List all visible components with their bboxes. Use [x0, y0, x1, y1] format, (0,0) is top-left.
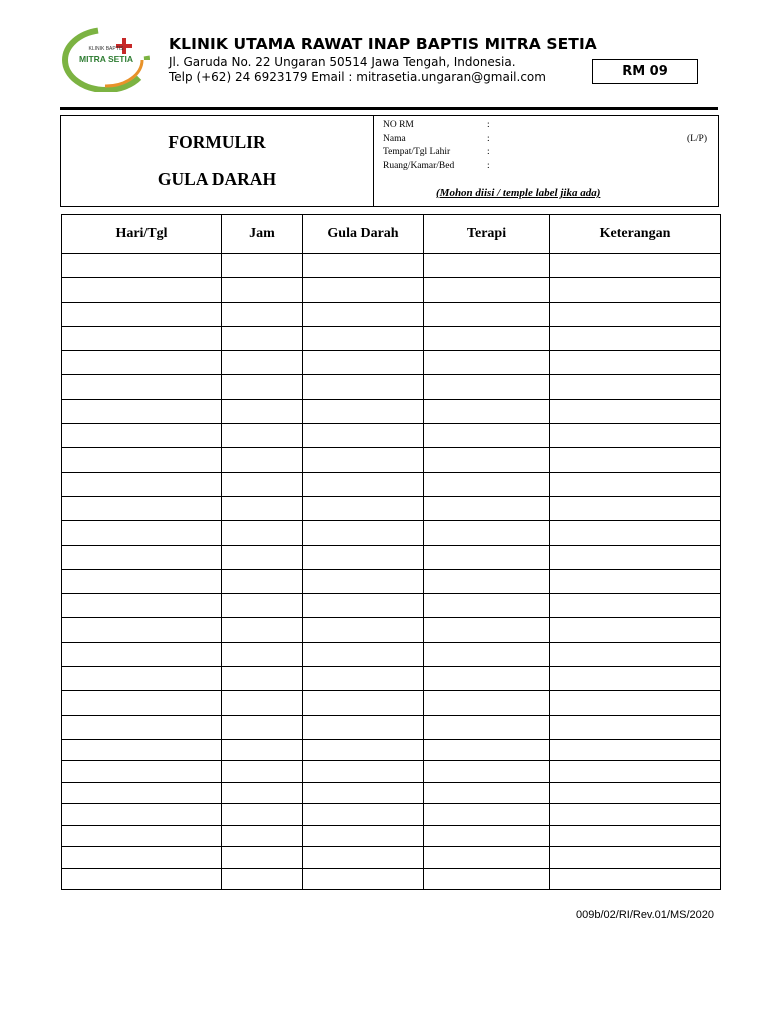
table-cell[interactable] — [222, 375, 303, 399]
table-cell[interactable] — [550, 569, 721, 593]
table-cell[interactable] — [62, 448, 222, 472]
table-cell[interactable] — [222, 847, 303, 869]
table-cell[interactable] — [550, 825, 721, 847]
table-cell[interactable] — [303, 424, 424, 448]
table-cell[interactable] — [62, 521, 222, 545]
table-cell[interactable] — [424, 618, 550, 642]
table-row — [62, 691, 721, 715]
table-cell[interactable] — [550, 254, 721, 278]
table-cell[interactable] — [222, 521, 303, 545]
table-cell[interactable] — [550, 761, 721, 783]
table-cell[interactable] — [62, 254, 222, 278]
table-cell[interactable] — [222, 782, 303, 804]
table-cell[interactable] — [303, 761, 424, 783]
table-cell[interactable] — [62, 594, 222, 618]
table-row — [62, 399, 721, 423]
table-cell[interactable] — [62, 278, 222, 302]
table-cell[interactable] — [62, 868, 222, 890]
field-label: Tempat/Tgl Lahir — [383, 147, 451, 157]
table-row — [62, 569, 721, 593]
table-cell[interactable] — [222, 868, 303, 890]
table-row — [62, 618, 721, 642]
table-cell[interactable] — [550, 594, 721, 618]
field-nama[interactable] — [381, 133, 711, 147]
table-cell[interactable] — [303, 521, 424, 545]
table-row — [62, 667, 721, 691]
table-cell[interactable] — [62, 375, 222, 399]
table-cell[interactable] — [424, 691, 550, 715]
table-row — [62, 594, 721, 618]
table-cell[interactable] — [222, 545, 303, 569]
table-row — [62, 642, 721, 666]
table-header-row — [62, 215, 721, 254]
table-cell[interactable] — [222, 351, 303, 375]
column-header-gula-darah: Gula Darah — [303, 215, 424, 254]
table-cell[interactable] — [62, 545, 222, 569]
table-cell[interactable] — [550, 521, 721, 545]
table-cell[interactable] — [303, 825, 424, 847]
table-cell[interactable] — [424, 496, 550, 520]
table-cell[interactable] — [424, 761, 550, 783]
table-row — [62, 254, 721, 278]
table-cell[interactable] — [303, 715, 424, 739]
table-row — [62, 448, 721, 472]
table-cell[interactable] — [303, 302, 424, 326]
table-cell[interactable] — [424, 804, 550, 826]
table-cell[interactable] — [424, 399, 550, 423]
table-cell[interactable] — [62, 761, 222, 783]
table-cell[interactable] — [62, 691, 222, 715]
table-cell[interactable] — [222, 448, 303, 472]
table-row — [62, 545, 721, 569]
table-cell[interactable] — [424, 351, 550, 375]
table-row — [62, 375, 721, 399]
table-cell[interactable] — [222, 254, 303, 278]
table-row — [62, 326, 721, 350]
table-cell[interactable] — [62, 472, 222, 496]
table-cell[interactable] — [222, 618, 303, 642]
field-label: Nama — [383, 133, 406, 144]
table-cell[interactable] — [424, 715, 550, 739]
clinic-logo — [62, 26, 150, 92]
table-cell[interactable] — [62, 351, 222, 375]
table-cell[interactable] — [550, 496, 721, 520]
table-row — [62, 278, 721, 302]
field-colon: : — [487, 120, 490, 130]
table-cell[interactable] — [62, 618, 222, 642]
clinic-contact: Telp (+62) 24 6923179 Email : mitrasetia.ungaran@gmail.com — [169, 70, 546, 84]
table-row — [62, 521, 721, 545]
table-cell[interactable] — [62, 667, 222, 691]
clinic-contact-block — [169, 55, 546, 85]
table-cell[interactable] — [303, 691, 424, 715]
table-cell[interactable] — [222, 326, 303, 350]
table-cell[interactable] — [424, 642, 550, 666]
table-cell[interactable] — [550, 667, 721, 691]
form-title-panel — [61, 116, 374, 206]
table-cell[interactable] — [62, 424, 222, 448]
table-cell[interactable] — [424, 254, 550, 278]
field-label: NO RM — [383, 120, 414, 130]
table-cell[interactable] — [303, 399, 424, 423]
table-cell[interactable] — [62, 326, 222, 350]
table-cell[interactable] — [550, 739, 721, 761]
table-row — [62, 739, 721, 761]
table-cell[interactable] — [303, 375, 424, 399]
table-cell[interactable] — [550, 847, 721, 869]
table-cell[interactable] — [222, 642, 303, 666]
table-row — [62, 868, 721, 890]
table-cell[interactable] — [303, 448, 424, 472]
table-cell[interactable] — [303, 667, 424, 691]
table-cell[interactable] — [303, 594, 424, 618]
table-cell[interactable] — [550, 375, 721, 399]
table-cell[interactable] — [550, 448, 721, 472]
field-tempat-tgl-lahir[interactable] — [381, 146, 711, 160]
table-row — [62, 782, 721, 804]
table-cell[interactable] — [222, 302, 303, 326]
table-cell[interactable] — [62, 569, 222, 593]
form-title-line2: GULA DARAH — [157, 169, 277, 189]
table-cell[interactable] — [222, 594, 303, 618]
table-cell[interactable] — [424, 782, 550, 804]
table-cell[interactable] — [62, 825, 222, 847]
table-cell[interactable] — [424, 424, 550, 448]
table-cell[interactable] — [303, 351, 424, 375]
table-cell[interactable] — [424, 326, 550, 350]
table-cell[interactable] — [550, 472, 721, 496]
table-cell[interactable] — [62, 782, 222, 804]
table-cell[interactable] — [222, 472, 303, 496]
table-row — [62, 302, 721, 326]
table-cell[interactable] — [222, 496, 303, 520]
table-cell[interactable] — [303, 472, 424, 496]
field-label: Ruang/Kamar/Bed — [383, 160, 455, 171]
table-cell[interactable] — [424, 278, 550, 302]
table-cell[interactable] — [550, 302, 721, 326]
table-cell[interactable] — [424, 521, 550, 545]
table-cell[interactable] — [222, 761, 303, 783]
column-header-hari-tgl: Hari/Tgl — [62, 215, 222, 254]
table-cell[interactable] — [424, 472, 550, 496]
field-colon: : — [487, 147, 490, 157]
table-cell[interactable] — [303, 569, 424, 593]
table-cell[interactable] — [424, 302, 550, 326]
table-cell[interactable] — [550, 618, 721, 642]
table-cell[interactable] — [303, 739, 424, 761]
gender-marker: (L/P) — [686, 133, 707, 144]
table-row — [62, 351, 721, 375]
header-divider — [60, 107, 718, 110]
table-cell[interactable] — [550, 545, 721, 569]
field-colon: : — [487, 133, 490, 144]
table-row — [62, 715, 721, 739]
table-row — [62, 825, 721, 847]
table-cell[interactable] — [222, 739, 303, 761]
logo-text-main: MITRA SETIA — [79, 54, 133, 64]
table-cell[interactable] — [62, 715, 222, 739]
table-cell[interactable] — [550, 351, 721, 375]
table-cell[interactable] — [550, 715, 721, 739]
column-header-terapi: Terapi — [424, 215, 550, 254]
table-cell[interactable] — [550, 782, 721, 804]
table-cell[interactable] — [303, 545, 424, 569]
table-cell[interactable] — [550, 642, 721, 666]
table-cell[interactable] — [222, 825, 303, 847]
table-cell[interactable] — [303, 254, 424, 278]
table-cell[interactable] — [303, 642, 424, 666]
table-row — [62, 847, 721, 869]
table-cell[interactable] — [424, 825, 550, 847]
form-title-line1: FORMULIR — [168, 132, 266, 152]
table-cell[interactable] — [222, 399, 303, 423]
table-cell[interactable] — [222, 667, 303, 691]
table-cell[interactable] — [424, 448, 550, 472]
table-cell[interactable] — [550, 691, 721, 715]
table-cell[interactable] — [550, 399, 721, 423]
column-header-keterangan: Keterangan — [550, 215, 721, 254]
column-header-jam: Jam — [222, 215, 303, 254]
table-cell[interactable] — [424, 375, 550, 399]
table-cell[interactable] — [62, 804, 222, 826]
table-cell[interactable] — [424, 545, 550, 569]
table-cell[interactable] — [424, 739, 550, 761]
table-cell[interactable] — [62, 399, 222, 423]
table-cell[interactable] — [222, 424, 303, 448]
table-cell[interactable] — [222, 278, 303, 302]
table-row — [62, 472, 721, 496]
table-cell[interactable] — [222, 691, 303, 715]
table-cell[interactable] — [303, 804, 424, 826]
table-cell[interactable] — [303, 618, 424, 642]
table-cell[interactable] — [424, 594, 550, 618]
table-cell[interactable] — [424, 868, 550, 890]
table-cell[interactable] — [62, 302, 222, 326]
table-row — [62, 424, 721, 448]
form-header-box — [60, 115, 719, 207]
table-cell[interactable] — [424, 847, 550, 869]
table-cell[interactable] — [303, 868, 424, 890]
patient-info-panel — [381, 119, 711, 199]
table-cell[interactable] — [424, 569, 550, 593]
table-cell[interactable] — [303, 496, 424, 520]
field-ruang-kamar-bed[interactable] — [381, 160, 711, 174]
table-cell[interactable] — [222, 804, 303, 826]
table-cell[interactable] — [62, 847, 222, 869]
table-cell[interactable] — [550, 278, 721, 302]
table-cell[interactable] — [550, 424, 721, 448]
table-body — [62, 254, 721, 890]
table-cell[interactable] — [303, 847, 424, 869]
table-cell[interactable] — [62, 642, 222, 666]
table-cell[interactable] — [303, 326, 424, 350]
clinic-name: KLINIK UTAMA RAWAT INAP BAPTIS MITRA SETIA — [169, 35, 597, 53]
table-cell[interactable] — [62, 739, 222, 761]
document-code: 009b/02/RI/Rev.01/MS/2020 — [576, 909, 714, 921]
fill-instruction: (Mohon diisi / temple label jika ada) — [436, 187, 601, 199]
table-row — [62, 496, 721, 520]
table-cell[interactable] — [550, 326, 721, 350]
table-cell[interactable] — [222, 569, 303, 593]
table-row — [62, 761, 721, 783]
logo-text-top: KLINIK BAPTIS — [88, 46, 124, 52]
field-no-rm[interactable] — [381, 119, 711, 133]
form-code-box: RM 09 — [592, 59, 698, 84]
table-cell[interactable] — [62, 496, 222, 520]
clinic-address: Jl. Garuda No. 22 Ungaran 50514 Jawa Tengah, Indonesia. — [169, 55, 516, 69]
field-colon: : — [487, 160, 490, 171]
table-cell[interactable] — [550, 868, 721, 890]
blood-sugar-table — [61, 214, 721, 890]
table-cell[interactable] — [222, 715, 303, 739]
table-cell[interactable] — [303, 782, 424, 804]
table-cell[interactable] — [303, 278, 424, 302]
table-cell[interactable] — [424, 667, 550, 691]
table-cell[interactable] — [550, 804, 721, 826]
table-row — [62, 804, 721, 826]
